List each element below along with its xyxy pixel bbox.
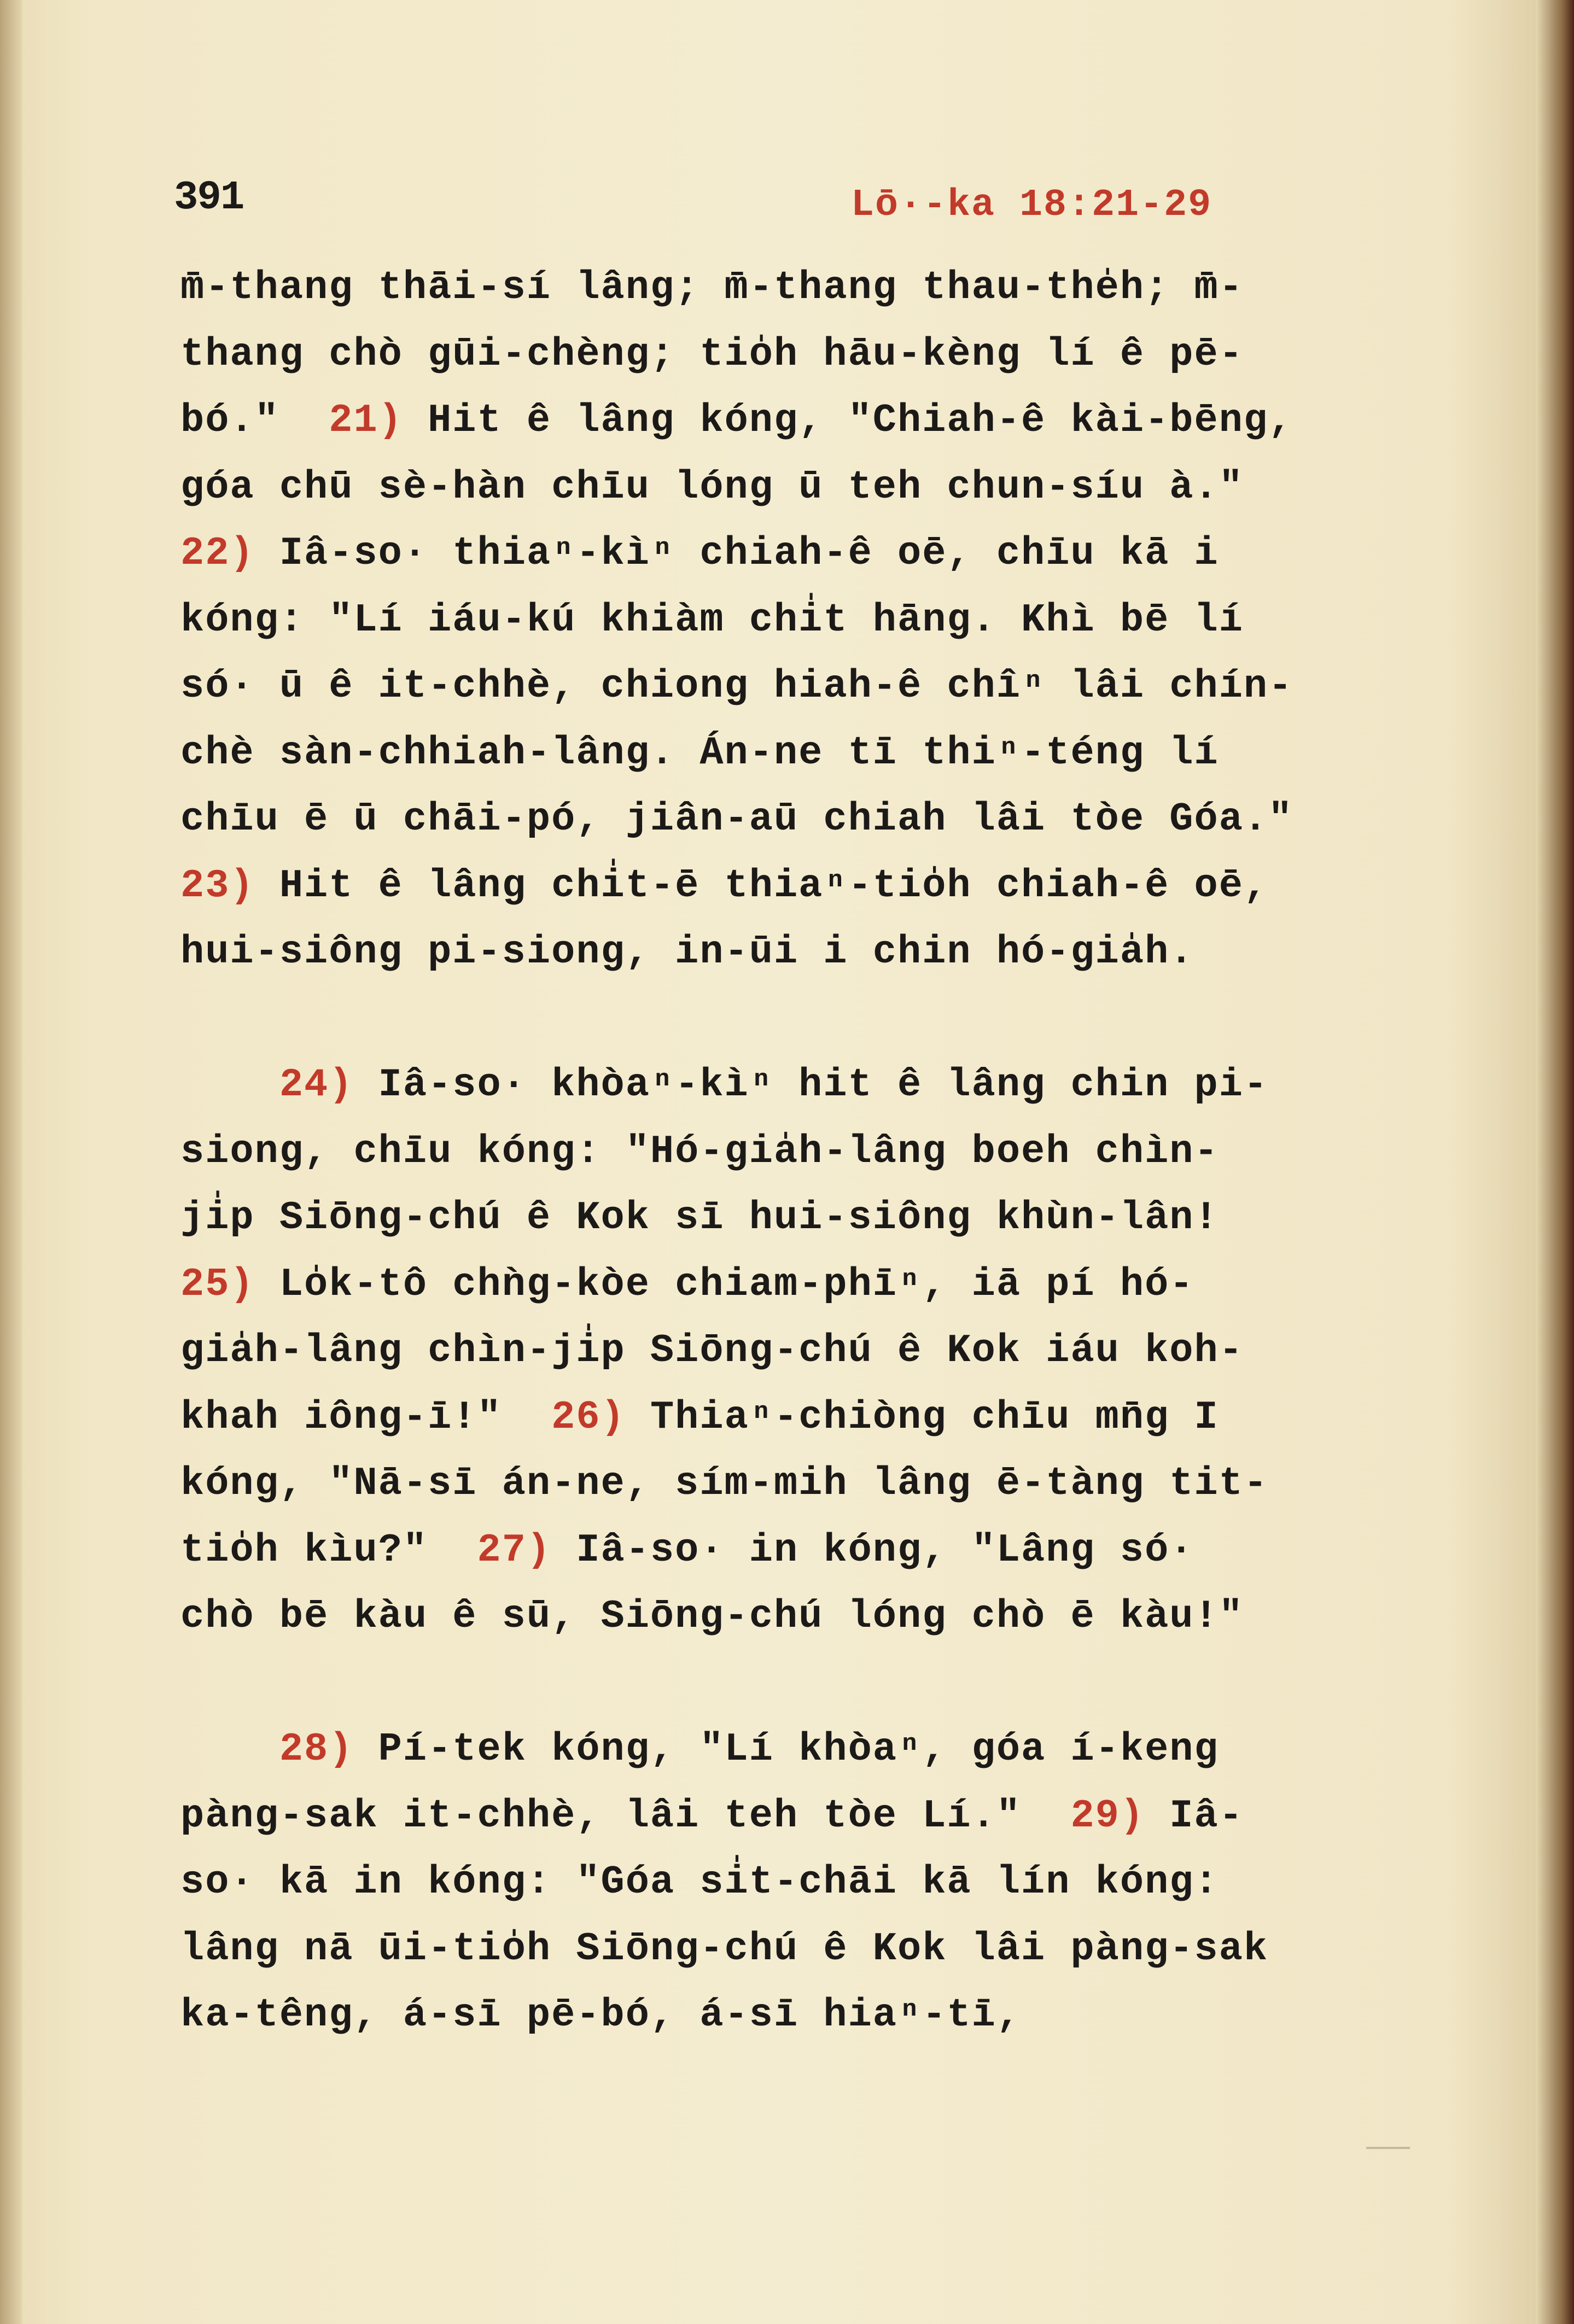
- verse-text: Iâ-so· in kóng, "Lâng só·: [551, 1527, 1194, 1573]
- verse-text: kóng, "Nā-sī án-ne, sím-mih lâng ē-tàng tit-: [180, 1461, 1269, 1506]
- text-line: [180, 1794, 1244, 1838]
- text-line: [180, 332, 1244, 377]
- verse-text: [180, 1727, 279, 1772]
- verse-text: tio̍h kìu?": [180, 1527, 477, 1573]
- text-line: [180, 1461, 1268, 1506]
- text-line: [180, 1395, 1219, 1440]
- text-line: [180, 1594, 1244, 1639]
- text-line: [180, 1860, 1219, 1905]
- verse-text: gia̍h-lâng chìn-ji̍p Siōng-chú ê Kok iáu koh-: [180, 1328, 1244, 1373]
- text-line: [180, 1727, 1219, 1772]
- verse-text: siong, chīu kóng: "Hó-gia̍h-lâng boeh chìn-: [180, 1129, 1219, 1174]
- verse-number: 29): [1070, 1793, 1145, 1838]
- text-line: [180, 1926, 1268, 1971]
- text-line: [180, 797, 1293, 842]
- verse-text: chò bē kàu ê sū, Siōng-chú lóng chò ē kàu!": [180, 1594, 1244, 1639]
- verse-number: 21): [329, 398, 403, 443]
- verse-text: [180, 1062, 279, 1107]
- running-header: Lō·-ka 18:21-29: [851, 184, 1212, 227]
- verse-text: chīu ē ū chāi-pó, jiân-aū chiah lâi tòe Góa.": [180, 797, 1293, 842]
- verse-number: 25): [180, 1262, 255, 1307]
- verse-text: Iâ-so· thiaⁿ-kìⁿ chiah-ê oē, chīu kā i: [254, 531, 1219, 576]
- text-line: [180, 863, 1268, 908]
- verse-number: 28): [279, 1727, 354, 1772]
- verse-text: thang chò gūi-chèng; tio̍h hāu-kèng lí ê pē-: [180, 331, 1244, 377]
- verse-text: lâng nā ūi-tio̍h Siōng-chú ê Kok lâi pàng-sak: [180, 1926, 1269, 1971]
- text-line: [180, 265, 1244, 310]
- verse-text: ka-têng, á-sī pē-bó, á-sī hiaⁿ-tī,: [180, 1993, 1022, 2037]
- text-line: [180, 1195, 1219, 1240]
- verse-text: bó.": [180, 398, 329, 443]
- verse-text: ji̍p Siōng-chú ê Kok sī hui-siông khùn-lân!: [180, 1195, 1219, 1240]
- text-line: [180, 1528, 1194, 1573]
- verse-text: Pí-tek kóng, "Lí khòaⁿ, góa í-keng: [353, 1727, 1219, 1772]
- verse-text: pàng-sak it-chhè, lâi teh tòe Lí.": [180, 1793, 1071, 1838]
- verse-text: Hit ê lâng kóng, "Chiah-ê kài-bēng,: [403, 398, 1293, 443]
- verse-number: 27): [477, 1527, 552, 1573]
- text-line: [180, 664, 1293, 709]
- margin-mark: [1366, 2147, 1410, 2149]
- verse-text: Thiaⁿ-chiòng chīu mn̄g I: [625, 1394, 1219, 1440]
- text-line: [180, 1328, 1244, 1373]
- text-line: [180, 1262, 1194, 1307]
- verse-number: 22): [180, 531, 255, 576]
- verse-number: 23): [180, 863, 255, 908]
- verse-text: m̄-thang thāi-sí lâng; m̄-thang thau-the̍h; m̄-: [180, 265, 1244, 310]
- verse-number: 26): [551, 1394, 626, 1440]
- verse-text: so· kā in kóng: "Góa si̍t-chāi kā lín kóng:: [180, 1860, 1219, 1905]
- text-line: [180, 930, 1194, 974]
- text-line: [180, 1993, 1021, 2037]
- text-line: [180, 1129, 1219, 1174]
- text-line: [180, 1062, 1268, 1107]
- verse-text: khah iông-ī!": [180, 1394, 552, 1440]
- verse-text: hui-siông pi-siong, in-ūi i chin hó-gia̍h.: [180, 930, 1194, 974]
- text-line: [180, 465, 1244, 510]
- verse-text: só· ū ê it-chhè, chiong hiah-ê chîⁿ lâi chín-: [180, 664, 1293, 709]
- page-number: 391: [174, 175, 244, 221]
- verse-text: kóng: "Lí iáu-kú khiàm chi̍t hāng. Khì bē lí: [180, 597, 1244, 643]
- text-line: [180, 531, 1219, 576]
- verse-text: chè sàn-chhiah-lâng. Án-ne tī thiⁿ-téng lí: [180, 730, 1219, 775]
- verse-text: góa chū sè-hàn chīu lóng ū teh chun-síu à.": [180, 464, 1244, 510]
- text-line: [180, 731, 1219, 775]
- verse-text: Hit ê lâng chi̍t-ē thiaⁿ-tio̍h chiah-ê oē,: [254, 863, 1269, 908]
- text-line: [180, 598, 1244, 643]
- verse-text: Lo̍k-tô chǹg-kòe chiam-phīⁿ, iā pí hó-: [254, 1262, 1194, 1307]
- verse-text: Iâ-so· khòaⁿ-kìⁿ hit ê lâng chin pi-: [353, 1062, 1269, 1107]
- verse-text: Iâ-: [1145, 1793, 1244, 1838]
- text-line: [180, 398, 1293, 443]
- verse-number: 24): [279, 1062, 354, 1107]
